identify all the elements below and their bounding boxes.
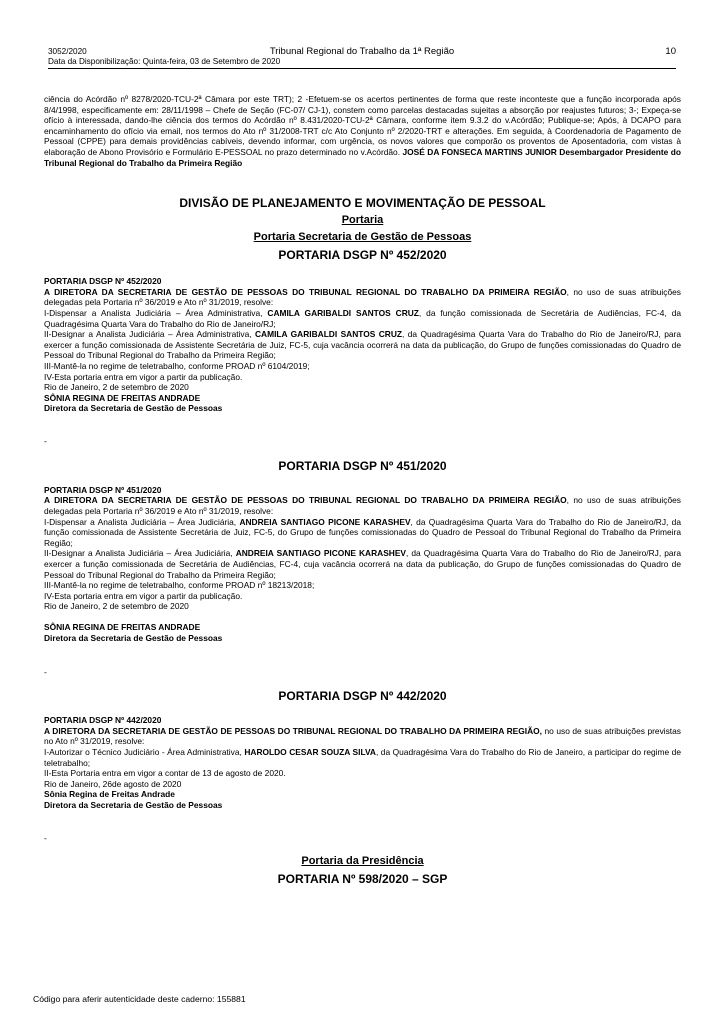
portaria-452-item-1: I-Dispensar a Analista Judiciária – Área Administrativa, CAMILA GARIBALDI SANTOS CRUZ, da função comissionada de Secretária de Audiências, FC-4, da Quadragésima Quarta Vara do Trabalho do Rio de Janeiro/RJ; [44, 307, 682, 329]
portaria-442-role: Diretora da Secretaria de Gestão de Pessoas [44, 799, 223, 810]
portaria-451-date: Rio de Janeiro, 2 de setembro de 2020 [44, 601, 189, 612]
secretaria-label: Portaria Secretaria de Gestão de Pessoas [253, 231, 472, 244]
portaria-452-item-3: III-Mantê-la no regime de teletrabalho, conforme PROAD nº 6104/2019; [44, 360, 310, 371]
page-number: 10 [665, 46, 676, 57]
portaria-442-signer: Sônia Regina de Freitas Andrade [44, 789, 175, 800]
presidencia-title: Portaria da Presidência [301, 854, 424, 867]
header-rule [48, 68, 676, 69]
division-title: DIVISÃO DE PLANEJAMENTO E MOVIMENTAÇÃO DE PESSOAL [179, 196, 546, 211]
portaria-442-item-1: I-Autorizar o Técnico Judiciário - Área Administrativa, HAROLDO CESAR SOUZA SILVA, da Quadragésima Vara do Trabalho do Rio de Janeiro, a participar do regime de teletrabalho; [44, 746, 681, 768]
portaria-442-date: Rio de Janeiro, 26de agosto de 2020 [44, 778, 182, 789]
portaria-451-item-1: I-Dispensar a Analista Judiciária – Área Judiciária, ANDREIA SANTIAGO PICONE KARASHEV, da Quadragésima Quarta Vara do Trabalho do Rio de Janeiro/RJ, da função comissionada de Assistente Secretária de Juiz, FC-5, do Grupo de funções comissionadas do Quadro de Pessoal do Tribunal Regional do Trabalho da Primeira Região; [44, 516, 681, 548]
separator-1: - [44, 435, 47, 446]
portaria-452-heading: PORTARIA DSGP Nº 452/2020 [278, 248, 447, 263]
edition-number: 3052/2020 [48, 47, 87, 56]
portaria-452-date: Rio de Janeiro, 2 de setembro de 2020 [44, 382, 189, 393]
portaria-451-label: PORTARIA DSGP Nº 451/2020 [44, 484, 162, 495]
portaria-598-heading: PORTARIA Nº 598/2020 – SGP [277, 871, 448, 886]
court-name: Tribunal Regional do Trabalho da 1ª Região [269, 46, 455, 57]
portaria-451-signer: SÔNIA REGINA DE FREITAS ANDRADE [44, 622, 201, 632]
portaria-442 [44, 715, 681, 810]
portaria-451 [44, 485, 681, 643]
portaria-442-preamble: A DIRETORA DA SECRETARIA DE GESTÃO DE PESSOAS DO TRIBUNAL REGIONAL DO TRABALHO DA PRIMEIRA REGIÃO, no uso de suas atribuições previstas no Ato nº 31/2019, resolve: [44, 725, 681, 747]
portaria-451-heading: PORTARIA DSGP Nº 451/2020 [278, 458, 447, 473]
portaria-452-item-4: IV-Esta portaria entra em vigor a partir da publicação. [44, 371, 243, 382]
portaria-442-label: PORTARIA DSGP Nº 442/2020 [44, 715, 162, 726]
separator-3: - [44, 832, 47, 843]
portaria-452-preamble: A DIRETORA DA SECRETARIA DE GESTÃO DE PESSOAS DO TRIBUNAL REGIONAL DO TRABALHO DA PRIMEIRA REGIÃO, no uso de suas atribuições delegadas pela Portaria nº 36/2019 e Ato nº 31/2019, resolve: [44, 286, 681, 308]
portaria-451-item-3: III-Mantê-la no regime de teletrabalho, conforme PROAD nº 18213/2018; [44, 580, 315, 591]
portaria-452-label: PORTARIA DSGP Nº 452/2020 [44, 276, 162, 287]
portaria-label: Portaria [341, 214, 384, 227]
intro-paragraph: ciência do Acórdão nº 8278/2020-TCU-2ª Câmara por este TRT); 2 -Efetuem-se os acertos pertinentes de forma que reste inconteste que a função incorporada após 8/4/1998, especificamente em: 28/11/1998 – Chefe de Seção (FC-07/ CJ-1), constem como parcelas destacadas sujeitas a absorção por reajustes futuros; 3-; Expeça-se ofício à interessada, dando-lhe ciência dos termos do Acórdão nº 8.431/2020-TCU-2ª Câmara, conforme item 9.3.2 do v.Acórdão; Publique-se; Após, à DCAPO para encaminhamento do ofício via email, nos termos do Ato nº 31/2008-TRT c/c Ato Conjunto nº 2/2020-TRT e alterações. Em seguida, à Coordenadoria de Pagamento de Pessoal (CPPE) para demais providências cabíveis, devendo informar, com urgência, os novos valores que comporão os proventos de Aposentadoria, com vistas à elaboração de Abono Provisório e Formulário E-PESSOAL no prazo determinado no v.Acórdão. JOSÉ DA FONSECA MARTINS JUNIOR Desembargador Presidente do Tribunal Regional do Trabalho da Primeira Região [44, 94, 681, 168]
portaria-451-preamble: A DIRETORA DA SECRETARIA DE GESTÃO DE PESSOAS DO TRIBUNAL REGIONAL DO TRABALHO DA PRIMEIRA REGIÃO, no uso de suas atribuições delegadas pela Portaria nº 36/2019 e Ato nº 31/2019, resolve: [44, 495, 681, 517]
separator-2: - [44, 667, 47, 678]
portaria-451-item-2: II-Designar a Analista Judiciária – Área Judiciária, ANDREIA SANTIAGO PICONE KARASHEV, da Quadragésima Quarta Vara do Trabalho do Rio de Janeiro/RJ, para exercer a função comissionada de Secretária de Audiências, FC-4, cuja vacância ocorrerá na data da publicação, do Grupo de funções comissionadas do Quadro de Pessoal do Tribunal Regional do Trabalho da Primeira Região; [44, 548, 681, 580]
portaria-442-heading: PORTARIA DSGP Nº 442/2020 [278, 689, 447, 704]
authenticity-footer: Código para aferir autenticidade deste caderno: 155881 [33, 994, 246, 1004]
intro-signature: JOSÉ DA FONSECA MARTINS JUNIOR Desembargador Presidente do Tribunal Regional do Trabalho da Primeira Região [44, 146, 681, 168]
portaria-451-item-4: IV-Esta portaria entra em vigor a partir da publicação. [44, 590, 243, 601]
page-header [48, 47, 676, 69]
portaria-452-signer: SÔNIA REGINA DE FREITAS ANDRADE [44, 392, 201, 403]
portaria-452-role: Diretora da Secretaria de Gestão de Pessoas [44, 403, 223, 414]
document-body [44, 94, 681, 886]
portaria-451-role: Diretora da Secretaria de Gestão de Pessoas [44, 632, 223, 643]
portaria-442-item-2: II-Esta Portaria entra em vigor a contar de 13 de agosto de 2020. [44, 768, 286, 779]
availability-date: Data da Disponibilização: Quinta-feira, 03 de Setembro de 2020 [48, 57, 281, 66]
portaria-452-item-2: II-Designar a Analista Judiciária – Área Administrativa, CAMILA GARIBALDI SANTOS CRUZ, da Quadragésima Quarta Vara do Trabalho do Rio de Janeiro/RJ, para exercer a função comissionada de Assistente Secretária de Juiz, FC-5, cuja vacância ocorrerá na data da publicação, do Grupo de funções comissionadas do Quadro de Pessoal do Tribunal Regional do Trabalho da Primeira Região; [44, 329, 681, 361]
portaria-452 [44, 276, 681, 414]
